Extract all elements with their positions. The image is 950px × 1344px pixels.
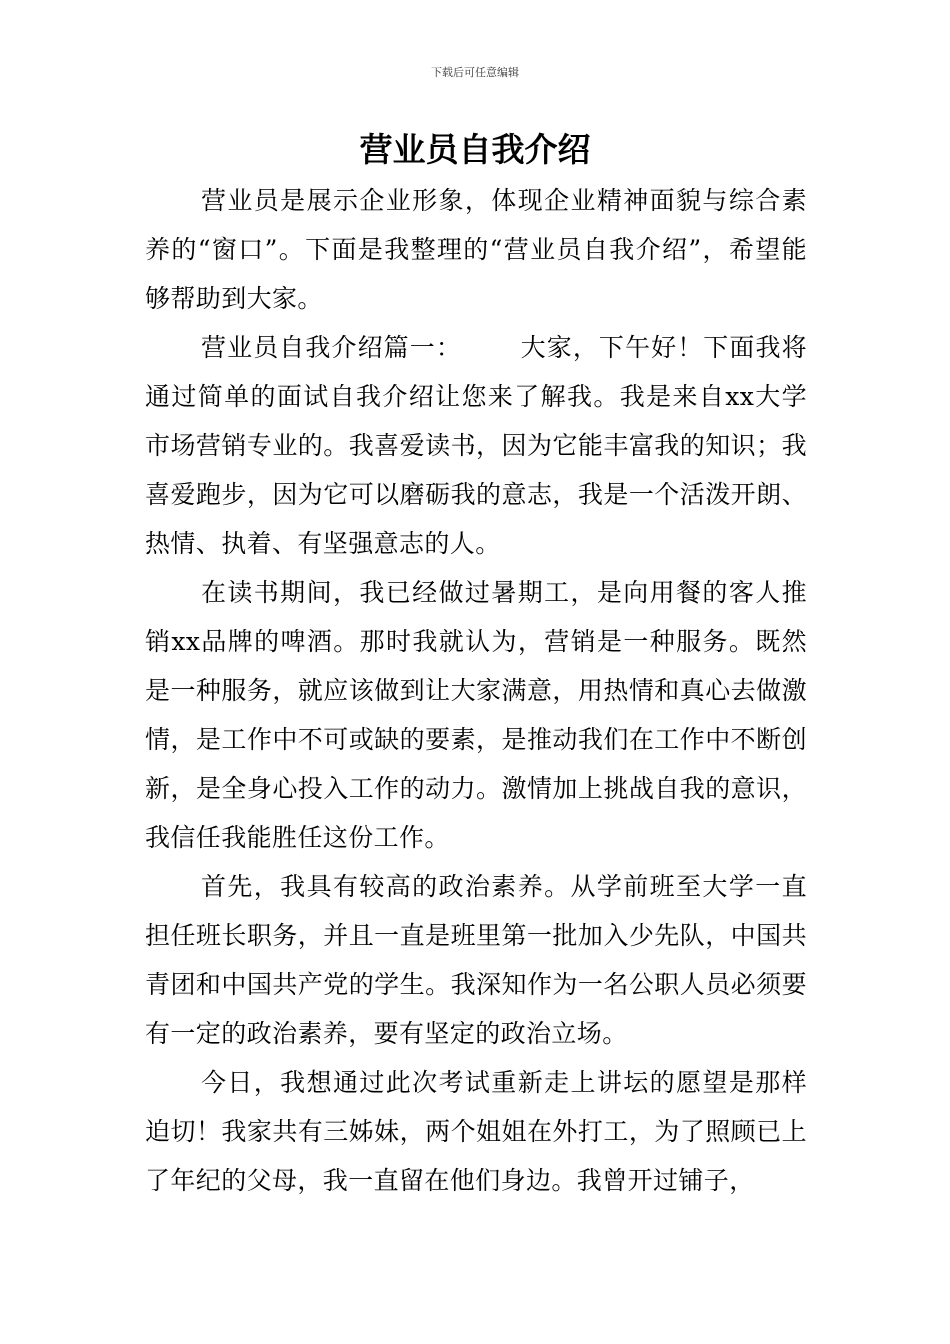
paragraph-section-one [145, 323, 807, 568]
paragraph-today: 今日，我想通过此次考试重新走上讲坛的愿望是那样迫切！我家共有三姊妹，两个姐姐在外打工，为了照顾已上了年纪的父母，我一直留在他们身边。我曾开过铺子， [145, 1068, 807, 1195]
paragraph-study-period: 在读书期间，我已经做过暑期工，是向用餐的客人推销xx品牌的啤酒。那时我就认为，营销是一种服务。既然是一种服务，就应该做到让大家满意，用热情和真心去做激情，是工作中不可或缺的要素，是推动我们在工作中不断创新，是全身心投入工作的动力。激情加上挑战自我的意识，我信任我能胜任这份工作。 [145, 578, 807, 852]
document-body [145, 176, 807, 1205]
document-title: 营业员自我介绍 [359, 130, 591, 169]
paragraph-political: 首先，我具有较高的政治素养。从学前班至大学一直担任班长职务，并且一直是班里第一批加入少先队，中国共青团和中国共产党的学生。我深知作为一名公职人员必须要有一定的政治素养，要有坚定的政治立场。 [145, 872, 807, 1048]
paragraph-intro: 营业员是展示企业形象，体现企业精神面貌与综合素养的“窗口”。下面是我整理的“营业员自我介绍”，希望能够帮助到大家。 [145, 186, 807, 313]
section-one-heading: 营业员自我介绍篇一： [201, 333, 462, 362]
header-note: 下载后可任意编辑 [431, 66, 519, 79]
section-one-text: 大家，下午好！下面我将通过简单的面试自我介绍让您来了解我。我是来自xx大学市场营销专业的。我喜爱读书，因为它能丰富我的知识；我喜爱跑步，因为它可以磨砺我的意志，我是一个活泼开朗、热情、执着、有坚强意志的人。 [145, 333, 807, 558]
